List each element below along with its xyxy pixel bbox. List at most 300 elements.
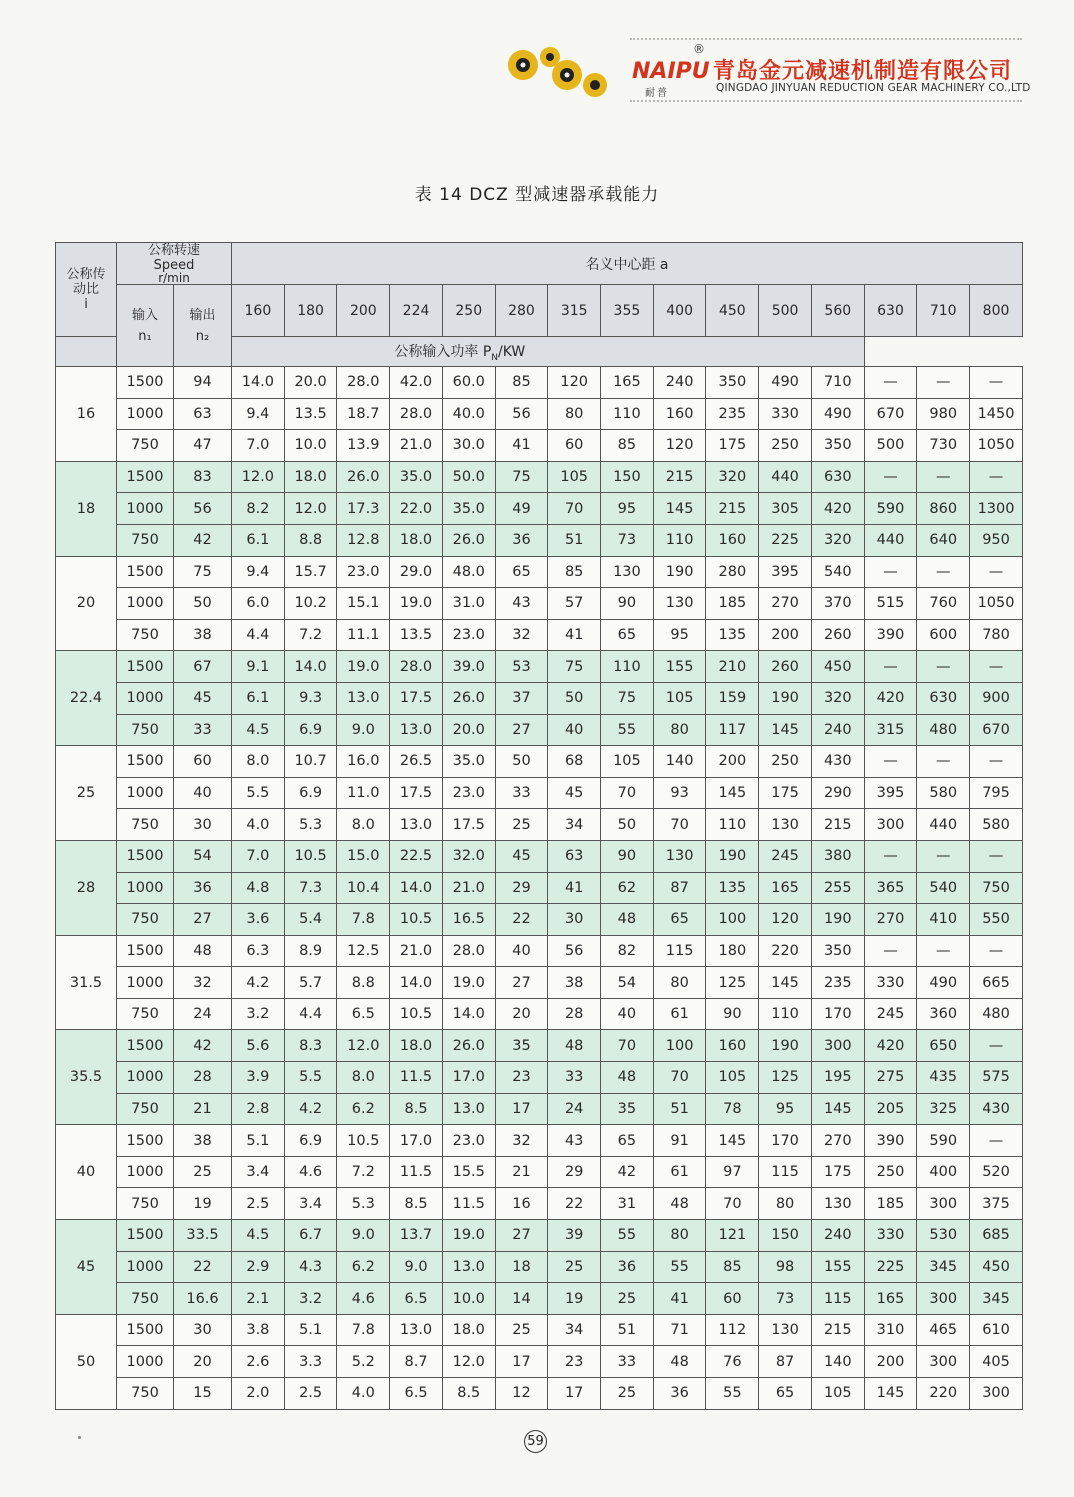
power-cell: 175 [759,777,812,809]
power-cell: 5.3 [284,809,337,841]
power-cell: 14.0 [390,967,443,999]
power-cell: 10.5 [284,840,337,872]
power-cell: 440 [864,524,917,556]
power-cell: 405 [970,1346,1023,1378]
power-cell: 290 [811,777,864,809]
power-cell: 8.0 [337,1062,390,1094]
power-cell: — [917,935,970,967]
power-cell: — [864,840,917,872]
power-cell: 4.5 [232,714,285,746]
power-cell: 8.8 [284,524,337,556]
power-cell: 490 [759,367,812,399]
power-cell: 1300 [970,493,1023,525]
scan-speck [78,1436,81,1439]
power-cell: — [917,651,970,683]
power-cell: 78 [706,1093,759,1125]
power-cell: 70 [706,1188,759,1220]
power-cell: 630 [811,461,864,493]
input-speed-cell: 1500 [117,367,174,399]
power-cell: 17.3 [337,493,390,525]
power-cell: 225 [864,1251,917,1283]
logo-subtitle: 耐普 [645,88,669,99]
power-cell: 590 [917,1125,970,1157]
power-cell: 275 [864,1062,917,1094]
power-cell: 250 [864,1156,917,1188]
power-cell: 18.0 [390,524,443,556]
table-row [56,493,1023,525]
power-cell: 33 [495,777,548,809]
power-cell: 100 [706,904,759,936]
power-cell: 380 [811,840,864,872]
power-cell: 200 [759,619,812,651]
ratio-cell: 45 [56,1220,117,1315]
power-cell: 8.7 [390,1346,443,1378]
power-cell: 75 [548,651,601,683]
power-cell: 17 [495,1093,548,1125]
power-cell: 760 [917,588,970,620]
power-cell: 13.0 [390,714,443,746]
power-cell: 26.0 [442,524,495,556]
power-cell: 40 [548,714,601,746]
power-cell: 9.3 [284,682,337,714]
power-cell: 300 [864,809,917,841]
power-cell: 9.0 [337,714,390,746]
power-cell: 2.0 [232,1378,285,1410]
power-cell: 8.5 [442,1378,495,1410]
center-distance-400: 400 [653,285,706,337]
table-row [56,461,1023,493]
power-cell: 125 [706,967,759,999]
power-cell: 73 [601,524,654,556]
center-distance-160: 160 [232,285,285,337]
power-cell: 120 [548,367,601,399]
power-cell: 350 [811,935,864,967]
power-cell: 23.0 [442,1125,495,1157]
power-cell: 105 [811,1378,864,1410]
power-cell: 22.5 [390,840,443,872]
power-cell: 21 [495,1156,548,1188]
power-cell: 7.0 [232,840,285,872]
power-cell: 23 [495,1062,548,1094]
output-speed-cell: 42 [174,524,232,556]
ratio-group-25 [56,746,1023,841]
logo-text: NAIPU [632,59,710,84]
power-cell: 35 [601,1093,654,1125]
power-cell: 710 [811,367,864,399]
power-cell: 5.2 [337,1346,390,1378]
power-cell: 36 [653,1378,706,1410]
power-cell: 56 [548,935,601,967]
table-row [56,998,1023,1030]
power-cell: 350 [706,367,759,399]
power-cell: 170 [811,998,864,1030]
ratio-cell: 22.4 [56,651,117,746]
power-cell: 11.5 [390,1156,443,1188]
power-cell: 220 [759,935,812,967]
power-cell: — [970,935,1023,967]
power-cell: 8.5 [390,1188,443,1220]
power-cell: 14.0 [284,651,337,683]
power-cell: 25 [495,809,548,841]
power-cell: 320 [811,682,864,714]
power-cell: 75 [495,461,548,493]
power-cell: 19.0 [337,651,390,683]
power-cell: 18 [495,1251,548,1283]
power-cell: 105 [653,682,706,714]
power-cell: 440 [759,461,812,493]
table-row [56,1220,1023,1252]
load-capacity-table [55,242,1023,1410]
power-cell: 40 [601,998,654,1030]
table-row [56,967,1023,999]
power-cell: — [917,556,970,588]
power-cell: 390 [864,619,917,651]
power-cell: — [970,1125,1023,1157]
table-row [56,619,1023,651]
power-cell: 540 [811,556,864,588]
power-cell: 440 [917,809,970,841]
power-cell: 780 [970,619,1023,651]
power-cell: 395 [759,556,812,588]
power-cell: 12.0 [232,461,285,493]
power-cell: 97 [706,1156,759,1188]
power-cell: 8.0 [337,809,390,841]
power-cell: 98 [759,1251,812,1283]
power-cell: 65 [495,556,548,588]
power-cell: 32.0 [442,840,495,872]
power-cell: 580 [970,809,1023,841]
power-cell: 7.0 [232,430,285,462]
power-cell: 112 [706,1314,759,1346]
power-cell: 13.0 [390,1314,443,1346]
power-cell: 2.5 [232,1188,285,1220]
power-cell: 390 [864,1125,917,1157]
power-cell: 160 [706,524,759,556]
power-cell: 63 [548,840,601,872]
power-cell: 53 [495,651,548,683]
output-speed-cell: 40 [174,777,232,809]
power-cell: 8.8 [337,967,390,999]
power-cell: 65 [759,1378,812,1410]
power-cell: 6.1 [232,682,285,714]
power-cell: 4.4 [284,998,337,1030]
power-cell: 35 [495,1030,548,1062]
power-cell: 225 [759,524,812,556]
input-speed-cell: 750 [117,809,174,841]
power-cell: 13.0 [337,682,390,714]
power-cell: 105 [548,461,601,493]
power-cell: 300 [811,1030,864,1062]
power-cell: 30.0 [442,430,495,462]
power-cell: — [917,746,970,778]
power-cell: 13.9 [337,430,390,462]
speed-header: 公称转速 Speed r/min [117,243,232,285]
power-cell: 140 [653,746,706,778]
power-cell: 4.3 [284,1251,337,1283]
power-cell: 140 [811,1346,864,1378]
ratio-group-22.4 [56,651,1023,746]
power-cell: 8.5 [390,1093,443,1125]
input-speed-cell: 1000 [117,398,174,430]
power-cell: 260 [759,651,812,683]
output-speed-cell: 56 [174,493,232,525]
power-cell: 120 [653,430,706,462]
ratio-group-16 [56,367,1023,462]
power-cell: 640 [917,524,970,556]
center-distance-280: 280 [495,285,548,337]
power-cell: 130 [811,1188,864,1220]
table-row [56,714,1023,746]
power-cell: 6.2 [337,1093,390,1125]
power-cell: 145 [864,1378,917,1410]
power-cell: 325 [917,1093,970,1125]
power-cell: 12.5 [337,935,390,967]
power-cell: 38 [548,967,601,999]
load-capacity-table-wrapper [55,242,1023,1410]
power-cell: 170 [759,1125,812,1157]
company-name-cn: 青岛金元减速机制造有限公司 [713,59,1013,84]
power-cell: 22 [495,904,548,936]
input-speed-cell: 1000 [117,872,174,904]
power-cell: 665 [970,967,1023,999]
power-cell: 10.4 [337,872,390,904]
power-cell: 70 [548,493,601,525]
table-row [56,1378,1023,1410]
power-cell: 15.5 [442,1156,495,1188]
power-cell: 115 [811,1283,864,1315]
output-speed-cell: 30 [174,1314,232,1346]
power-cell: 10.0 [284,430,337,462]
center-distance-500: 500 [759,285,812,337]
power-cell: 115 [653,935,706,967]
power-cell: 190 [811,904,864,936]
output-speed-cell: 50 [174,588,232,620]
power-cell: 490 [917,967,970,999]
power-cell: 27 [495,714,548,746]
power-cell: 12.0 [284,493,337,525]
power-cell: 82 [601,935,654,967]
power-cell: 80 [548,398,601,430]
power-cell: 250 [759,430,812,462]
table-row [56,682,1023,714]
output-speed-cell: 15 [174,1378,232,1410]
table-row [56,430,1023,462]
power-cell: 220 [917,1378,970,1410]
power-cell: 49 [495,493,548,525]
power-cell: 540 [917,872,970,904]
page-title: 表 14 DCZ 型减速器承载能力 [414,185,660,205]
power-cell: 360 [917,998,970,1030]
power-cell: 10.5 [390,998,443,1030]
power-cell: 11.5 [390,1062,443,1094]
power-cell: 6.9 [284,777,337,809]
power-cell: 43 [495,588,548,620]
power-cell: 6.5 [390,1378,443,1410]
power-cell: 1050 [970,430,1023,462]
power-cell: 18.7 [337,398,390,430]
input-speed-cell: 750 [117,904,174,936]
power-cell: 41 [548,619,601,651]
power-cell: 160 [706,1030,759,1062]
power-cell: 40.0 [442,398,495,430]
power-cell: 18.0 [442,1314,495,1346]
power-cell: 900 [970,682,1023,714]
power-cell: 200 [706,746,759,778]
ratio-group-40 [56,1125,1023,1220]
output-speed-cell: 32 [174,967,232,999]
ratio-group-50 [56,1314,1023,1409]
power-cell: 115 [759,1156,812,1188]
power-cell: 145 [759,967,812,999]
power-cell: 41 [495,430,548,462]
power-cell: 130 [653,588,706,620]
power-cell: 56 [495,398,548,430]
power-cell: 2.1 [232,1283,285,1315]
power-cell: 4.0 [337,1378,390,1410]
power-cell: 50.0 [442,461,495,493]
power-cell: 90 [601,588,654,620]
power-cell: 6.0 [232,588,285,620]
power-cell: 14.0 [232,367,285,399]
output-speed-cell: 24 [174,998,232,1030]
ratio-group-35.5 [56,1030,1023,1125]
power-cell: 20.0 [284,367,337,399]
power-header: 公称输入功率 $P_N/KW$ [56,337,865,367]
output-speed-cell: 25 [174,1156,232,1188]
power-cell: 105 [601,746,654,778]
power-cell: 245 [759,840,812,872]
power-cell: 68 [548,746,601,778]
power-cell: 90 [706,998,759,1030]
power-cell: 61 [653,998,706,1030]
power-cell: 450 [811,651,864,683]
power-cell: 24 [548,1093,601,1125]
power-cell: 3.3 [284,1346,337,1378]
power-cell: 34 [548,809,601,841]
power-cell: 22 [548,1188,601,1220]
power-cell: 26.0 [442,682,495,714]
power-cell: 16.5 [442,904,495,936]
power-cell: 9.0 [337,1220,390,1252]
table-row [56,398,1023,430]
ratio-group-45 [56,1220,1023,1315]
ratio-header: 公称传 动比 i [56,243,117,337]
power-cell: 15.0 [337,840,390,872]
power-cell: 350 [811,430,864,462]
power-cell: 17.5 [390,777,443,809]
power-cell: 55 [601,1220,654,1252]
output-speed-cell: 60 [174,746,232,778]
power-cell: 215 [811,809,864,841]
power-cell: 35.0 [390,461,443,493]
power-cell: 9.1 [232,651,285,683]
power-cell: 300 [970,1378,1023,1410]
power-cell: 10.0 [442,1283,495,1315]
power-cell: 26.0 [337,461,390,493]
table-row [56,1346,1023,1378]
power-cell: 270 [811,1125,864,1157]
power-cell: 465 [917,1314,970,1346]
power-cell: 1450 [970,398,1023,430]
output-speed-cell: 20 [174,1346,232,1378]
input-speed-cell: 1000 [117,1156,174,1188]
center-distance-710: 710 [917,285,970,337]
power-cell: 260 [811,619,864,651]
input-speed-cell: 1500 [117,556,174,588]
power-cell: 28 [548,998,601,1030]
input-speed-cell: 750 [117,430,174,462]
power-cell: 145 [811,1093,864,1125]
power-cell: 3.6 [232,904,285,936]
power-cell: 15.7 [284,556,337,588]
power-cell: 3.2 [232,998,285,1030]
power-cell: 51 [601,1314,654,1346]
power-cell: 300 [917,1283,970,1315]
power-cell: 12.0 [442,1346,495,1378]
power-cell: 21.0 [390,430,443,462]
power-cell: 420 [864,1030,917,1062]
power-cell: 11.5 [442,1188,495,1220]
power-cell: 10.2 [284,588,337,620]
power-cell: 65 [653,904,706,936]
power-cell: 400 [917,1156,970,1188]
table-row [56,746,1023,778]
power-cell: 75 [601,682,654,714]
power-cell: 48 [548,1030,601,1062]
power-cell: 51 [653,1093,706,1125]
power-cell: 80 [653,714,706,746]
power-cell: 39 [548,1220,601,1252]
power-cell: 35.0 [442,746,495,778]
power-cell: 65 [601,619,654,651]
power-cell: 345 [970,1283,1023,1315]
power-cell: 71 [653,1314,706,1346]
power-cell: 210 [706,651,759,683]
power-cell: 41 [653,1283,706,1315]
power-cell: 215 [653,461,706,493]
table-row [56,840,1023,872]
power-cell: 180 [706,935,759,967]
power-cell: 110 [706,809,759,841]
power-cell: 330 [759,398,812,430]
power-cell: 50 [548,682,601,714]
power-cell: 7.8 [337,904,390,936]
power-cell: 435 [917,1062,970,1094]
power-cell: 5.4 [284,904,337,936]
power-cell: 255 [811,872,864,904]
power-cell: 12 [495,1378,548,1410]
input-speed-cell: 1000 [117,967,174,999]
power-cell: 310 [864,1314,917,1346]
power-cell: 25 [601,1378,654,1410]
power-cell: — [970,1030,1023,1062]
power-cell: 145 [759,714,812,746]
power-cell: 21.0 [442,872,495,904]
power-cell: 6.5 [390,1283,443,1315]
power-cell: 165 [759,872,812,904]
ratio-group-31.5 [56,935,1023,1030]
power-cell: 630 [917,682,970,714]
power-cell: 14.0 [390,872,443,904]
company-name-en: QINGDAO JINYUAN REDUCTION GEAR MACHINERY CO.,LTD [716,82,1031,94]
center-distance-560: 560 [811,285,864,337]
power-cell: 2.6 [232,1346,285,1378]
power-cell: 235 [811,967,864,999]
power-cell: 28.0 [390,651,443,683]
power-cell: 520 [970,1156,1023,1188]
power-cell: — [970,746,1023,778]
power-cell: 45 [495,840,548,872]
